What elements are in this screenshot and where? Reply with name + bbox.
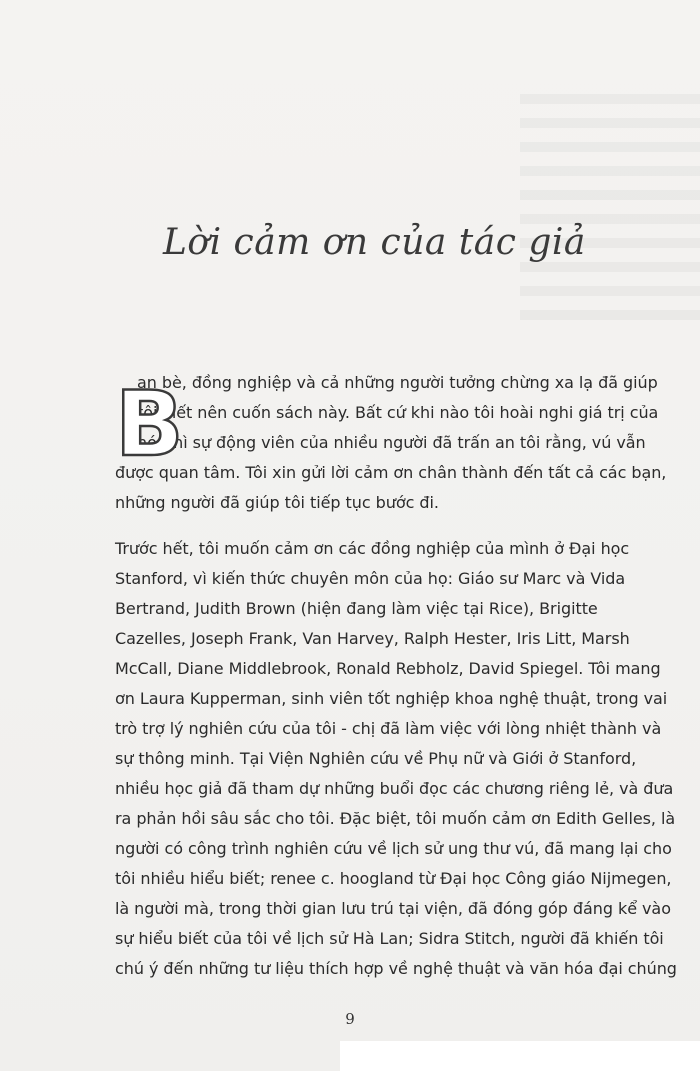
paragraph-line: sự thông minh. Tại Viện Nghiên cứu về Phụ nữ và Giới ở Stanford, [115,749,637,768]
paragraph-line: tôi nhiều hiểu biết; renee c. hoogland từ Đại học Công giáo Nijmegen, [115,869,672,888]
paragraph-line: là người mà, trong thời gian lưu trú tại viện, đã đóng góp đáng kể vào [115,899,671,918]
paragraph-line: trò trợ lý nghiên cứu của tôi - chị đã làm việc với lòng nhiệt thành và [115,719,662,738]
paragraph-line: ra phản hồi sâu sắc cho tôi. Đặc biệt, tôi muốn cảm ơn Edith Gelles, là [115,809,676,828]
drop-cap: B [115,372,184,477]
paragraph-line: những người đã giúp tôi tiếp tục bước đi. [115,493,439,512]
paragraph-line: ơn Laura Kupperman, sinh viên tốt nghiệp khoa nghệ thuật, trong vai [115,689,668,708]
paragraph-line: Bertrand, Judith Brown (hiện đang làm việc tại Rice), Brigitte [115,599,598,618]
paragraph-line: Cazelles, Joseph Frank, Van Harvey, Ralph Hester, Iris Litt, Marsh [115,629,630,648]
paragraph-line: nhiều học giả đã tham dự những buổi đọc các chương riêng lẻ, và đưa [115,779,674,798]
paragraph-2 [115,534,677,984]
paragraph-line: người có công trình nghiên cứu về lịch sử ung thư vú, đã mang lại cho [115,839,672,858]
paragraph-line: chú ý đến những tư liệu thích hợp về nghệ thuật và văn hóa đại chúng [115,959,677,978]
paragraph-line: ạn bè, đồng nghiệp và cả những người tưởng chừng xa lạ đã giúp [137,373,658,392]
chapter-title: Lời cảm ơn của tác giả [163,222,586,263]
paragraph-1 [115,368,667,518]
paragraph-line: McCall, Diane Middlebrook, Ronald Rebholz, David Spiegel. Tôi mang [115,659,661,678]
paragraph-line: Stanford, vì kiến thức chuyên môn của họ: Giáo sư Marc và Vida [115,569,626,588]
page-number: 9 [345,1010,355,1028]
paragraph-line: nó, thì sự động viên của nhiều người đã trấn an tôi rằng, vú vẫn [137,433,646,452]
paragraph-line: tôi viết nên cuốn sách này. Bất cứ khi nào tôi hoài nghi giá trị của [137,403,659,422]
scan-edge [340,1041,700,1071]
paragraph-line: Trước hết, tôi muốn cảm ơn các đồng nghiệp của mình ở Đại học [115,539,630,558]
paragraph-line: được quan tâm. Tôi xin gửi lời cảm ơn chân thành đến tất cả các bạn, [115,463,667,482]
paragraph-line: sự hiểu biết của tôi về lịch sử Hà Lan; Sidra Stitch, người đã khiến tôi [115,929,664,948]
